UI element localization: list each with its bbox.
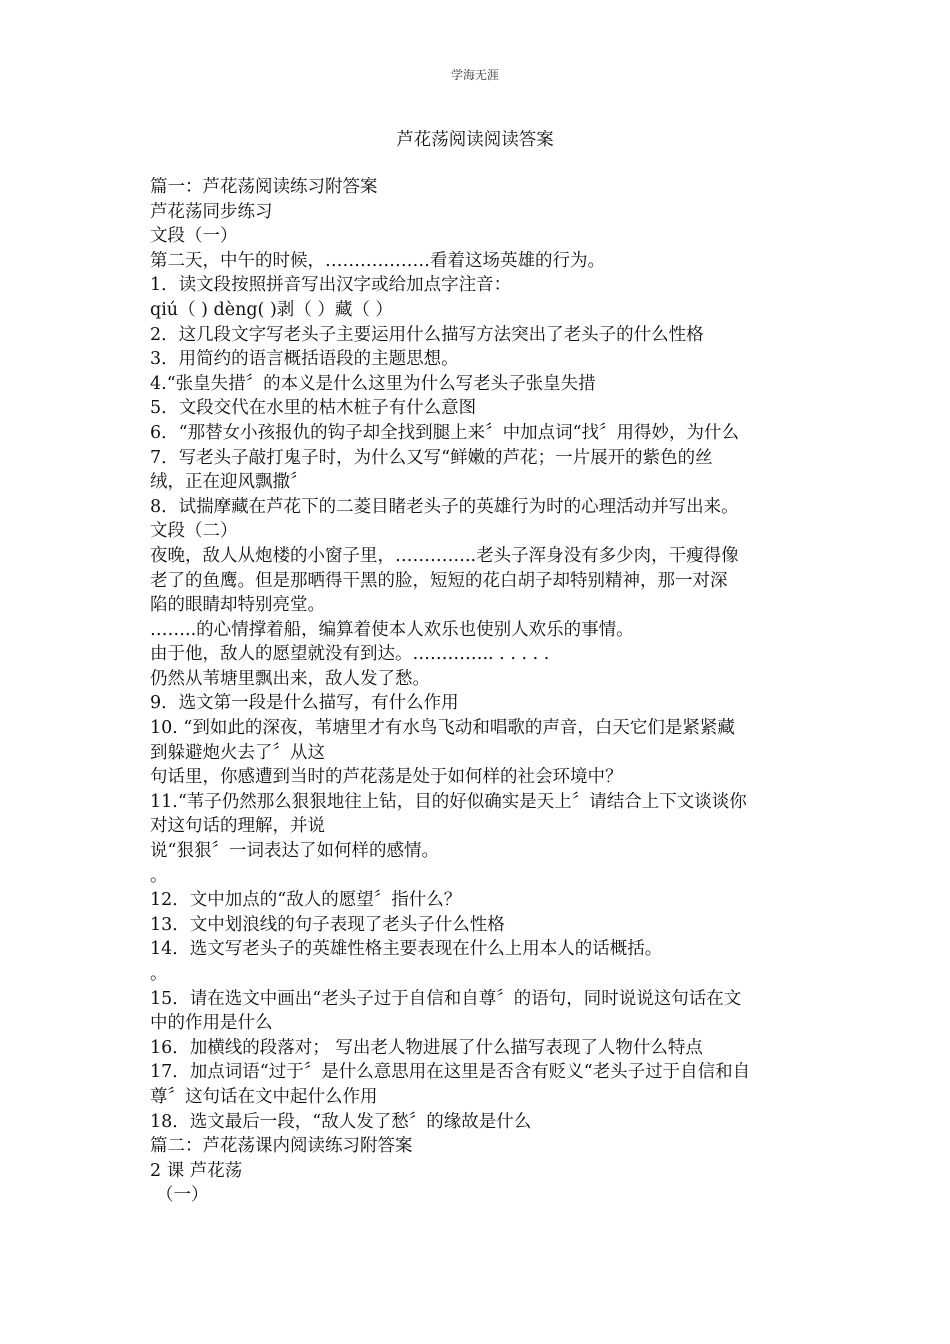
text-line: 由于他，敌人的愿望就没有到达。………….. . . . . . (150, 644, 550, 665)
text-line: 中的作用是什么 (150, 1013, 273, 1034)
text-line: 文段（一） (150, 226, 238, 247)
text-line: 芦花荡同步练习 (150, 201, 273, 222)
text-line: 篇一：芦花荡阅读练习附答案 (150, 177, 378, 197)
text-line: 18．选文最后一段，“敌人发了愁〞的缘故是什么 (150, 1111, 532, 1132)
text-line: 篇二：芦花荡课内阅读练习附答案 (150, 1136, 413, 1157)
text-line: 老了的鱼鹰。但是那晒得干黑的脸，短短的花白胡子却特别精神，那一对深 (150, 570, 728, 591)
text-line: 6．“那替女小孩报仇的钩子却全找到腿上来〞中加点词“找〞用得妙，为什么 (150, 422, 740, 443)
text-line: 13．文中划浪线的句子表现了老头子什么性格 (150, 914, 505, 935)
text-line: 5．文段交代在水里的枯木桩子有什么意图 (150, 398, 477, 419)
text-line: 11.“苇子仍然那么狠狠地往上钻，目的好似确实是天上〞请结合上下文谈谈你 (150, 791, 747, 812)
text-line: 。 (150, 964, 168, 984)
text-line: 说“狠狠〞一词表达了如何样的感情。 (150, 841, 439, 862)
text-line: 14．选文写老头子的英雄性格主要表现在什么上用本人的话概括。 (150, 939, 663, 960)
page-header: 学海无涯 (450, 68, 499, 82)
text-line: 2 课 芦花荡 (150, 1160, 243, 1181)
text-line: 尊〞这句话在文中起什么作用 (150, 1086, 378, 1107)
document-title: 芦花荡阅读阅读答案 (396, 130, 554, 150)
text-line: ……..的心情撑着船，编算着使本人欢乐也使别人欢乐的事情。 (150, 619, 634, 640)
text-line: 10. “到如此的深夜，苇塘里才有水鸟飞动和唱歌的声音，白天它们是紧紧藏 (150, 718, 735, 739)
text-line: 文段（二） (150, 521, 238, 542)
text-line: 7．写老头子敲打鬼子时，为什么又写“鲜嫩的芦花；一片展开的紫色的丝 (150, 447, 713, 468)
text-line: 4.“张皇失措〞的本义是什么这里为什么写老头子张皇失措 (150, 373, 596, 394)
text-line: 2．这几段文字写老头子主要运用什么描写方法突出了老头子的什么性格 (150, 324, 704, 345)
text-line: 16．加横线的段落对； 写出老人物进展了什么描写表现了人物什么特点 (150, 1037, 703, 1058)
document-body (150, 175, 810, 1208)
text-line: 第二天，中午的时候，………………看着这场英雄的行为。 (150, 250, 605, 271)
text-line: 3．用简约的语言概括语段的主题思想。 (150, 349, 459, 370)
text-line: qiú（ ) dèng( )剥（ ）藏（ ） (150, 299, 393, 320)
text-line: 仍然从苇塘里飘出来，敌人发了愁。 (150, 668, 430, 689)
text-line: 8．试揣摩藏在芦花下的二菱目睹老头子的英雄行为时的心理活动并写出来。 (150, 496, 739, 517)
text-line: 到躲避炮火去了〞从这 (150, 742, 325, 763)
text-line: 陷的眼睛却特别亮堂。 (150, 595, 325, 616)
text-line: 句话里，你感遭到当时的芦花荡是处于如何样的社会环境中？ (150, 767, 623, 788)
text-line: 12．文中加点的“敌人的愿望〞指什么？ (150, 890, 462, 911)
text-line: 。 (150, 865, 168, 886)
text-line: 17．加点词语“过于〞是什么意思用在这里是否含有贬义“老头子过于自信和自 (150, 1062, 751, 1083)
text-line: 对这句话的理解，并说 (150, 816, 325, 837)
text-line: 夜晚，敌人从炮楼的小窗子里，…………..老头子浑身没有多少肉，干瘦得像 (150, 545, 739, 566)
text-line: 15．请在选文中画出“老头子过于自信和自尊〞的语句，同时说说这句话在文 (150, 988, 742, 1009)
text-line: 9．选文第一段是什么描写，有什么作用 (150, 693, 459, 714)
text-line: 1．读文段按照拼音写出汉字或给加点字注音： (150, 275, 512, 296)
text-line: 绒，正在迎风飘撒〞 (150, 472, 308, 493)
text-line: （一） (156, 1185, 209, 1206)
